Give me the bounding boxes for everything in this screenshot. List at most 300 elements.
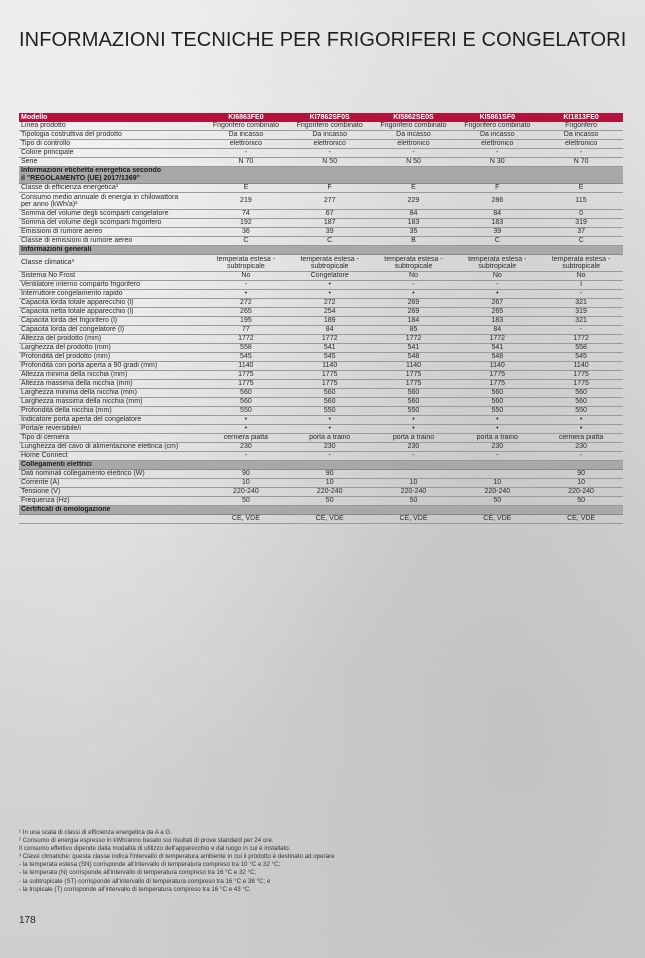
cell-value-line: •: [496, 416, 499, 423]
cell-value-line: porta a traino: [392, 434, 435, 441]
cell-value: [288, 443, 372, 452]
cell-value: [372, 353, 456, 362]
cell-value: [455, 158, 539, 167]
cell-value-line: 220-240: [316, 488, 343, 495]
cell-value-line: 230: [407, 443, 420, 450]
cell-value-line: CE, VDE: [483, 515, 512, 522]
cell-value-line: -: [244, 149, 248, 156]
cell-value-line: elettronico: [481, 140, 514, 147]
cell-value: [204, 184, 288, 193]
cell-value-line: 560: [491, 398, 504, 405]
table-row: [19, 416, 623, 425]
cell-value: [455, 326, 539, 335]
cell-value: [455, 353, 539, 362]
cell-value: [288, 131, 372, 140]
cell-value: [288, 344, 372, 353]
cell-value-line: Frigorifero combinato: [212, 122, 279, 129]
cell-value: [204, 488, 288, 497]
section-row: [19, 167, 623, 184]
cell-value: [204, 272, 288, 281]
row-label-line: Corrente (A): [21, 479, 60, 486]
row-label-line: Larghezza massima della nicchia (mm): [21, 398, 143, 405]
cell-value-line: subtropicale: [227, 263, 265, 270]
cell-value-line: CE, VDE: [315, 515, 344, 522]
table-row: [19, 425, 623, 434]
cell-value: [372, 488, 456, 497]
cell-value: [288, 398, 372, 407]
table-row: [19, 184, 623, 193]
cell-value: [372, 416, 456, 425]
cell-value: [204, 290, 288, 299]
cell-value: [539, 479, 623, 488]
table-row: [19, 344, 623, 353]
cell-value: [372, 272, 456, 281]
cell-value-line: 269: [407, 308, 420, 315]
cell-value: [288, 281, 372, 290]
row-label: [19, 389, 204, 398]
cell-value-line: 254: [323, 308, 336, 315]
section-title: [19, 461, 623, 470]
cell-value-line: C: [494, 237, 500, 244]
cell-value: [204, 210, 288, 219]
cell-value: [204, 308, 288, 317]
cell-value-line: •: [412, 416, 415, 423]
footnote-line: - la subtropicale (ST) corrisponde all'intervallo di temperatura compreso tra 16 °C e 38 °C; e: [19, 877, 271, 885]
cell-value-line: 1775: [489, 371, 506, 378]
cell-value: [372, 308, 456, 317]
cell-value: [204, 317, 288, 326]
section-row: [19, 246, 623, 255]
cell-value-line: -: [412, 149, 415, 156]
cell-value: [372, 219, 456, 228]
cell-value: [455, 184, 539, 193]
cell-value: [204, 425, 288, 434]
table-row: [19, 299, 623, 308]
section-row: [19, 506, 623, 515]
row-label-line: per anno (kWh/a)²: [21, 201, 78, 208]
row-label: [19, 371, 204, 380]
cell-value: [539, 290, 623, 299]
row-label-line: Indicatore porta aperta del congelatore: [21, 416, 142, 423]
cell-value-line: 195: [240, 317, 252, 324]
cell-value: [372, 210, 456, 219]
cell-value-line: -: [328, 452, 331, 459]
cell-value-line: 0: [579, 210, 584, 217]
cell-value: [539, 193, 623, 210]
table-row: [19, 434, 623, 443]
cell-value: [204, 335, 288, 344]
cell-value-line: No: [492, 272, 502, 279]
table-row: [19, 317, 623, 326]
cell-value-line: 1772: [238, 335, 254, 342]
row-label-line: Frequenza (Hz): [21, 497, 70, 504]
cell-value-line: 84: [493, 326, 502, 333]
cell-value-line: Da incasso: [479, 131, 515, 138]
cell-value: [372, 131, 456, 140]
cell-value-line: -: [244, 452, 248, 459]
cell-value: [455, 488, 539, 497]
footnote-line: Il consumo effettivo dipende dalla modalità di utilizzo dell'apparecchio e dal luogo in cui è installato.: [19, 845, 291, 853]
cell-value: [288, 425, 372, 434]
table-row: [19, 380, 623, 389]
cell-value: [288, 317, 372, 326]
cell-value: [539, 488, 623, 497]
row-label-line: Larghezza del prodotto (mm): [21, 344, 111, 351]
table-row: [19, 497, 623, 506]
row-label: [19, 326, 204, 335]
cell-value-line: 67: [325, 210, 334, 217]
cell-value-line: cerniera piatta: [223, 434, 269, 441]
table-row: [19, 398, 623, 407]
cell-value-line: 187: [323, 219, 336, 226]
footnote-line: ¹ In una scala di classi di efficienza energetica da A a G.: [19, 829, 172, 836]
cell-value-line: •: [579, 425, 583, 432]
cell-value: [539, 398, 623, 407]
cell-value-line: No: [576, 272, 586, 279]
cell-value: [372, 299, 456, 308]
cell-value: [372, 122, 456, 131]
cell-value-line: 50: [577, 497, 585, 504]
cell-value: [455, 407, 539, 416]
cell-value: [372, 237, 456, 246]
row-label: [19, 434, 204, 443]
cell-value: [288, 290, 372, 299]
cell-value-line: 545: [240, 353, 252, 360]
cell-value: [288, 122, 372, 131]
row-label: [19, 452, 204, 461]
cell-value: [204, 193, 288, 210]
cell-value: [455, 416, 539, 425]
row-label: [19, 290, 204, 299]
cell-value: [539, 425, 623, 434]
cell-value: [372, 425, 456, 434]
cell-value-line: 84: [409, 210, 418, 217]
header-model: KI6863FE0: [204, 113, 288, 122]
cell-value-line: N 30: [489, 158, 505, 165]
table-row: [19, 470, 623, 479]
cell-value: [539, 237, 623, 246]
row-label: [19, 398, 204, 407]
cell-value-line: 219: [240, 197, 252, 205]
cell-value-line: -: [496, 452, 499, 459]
cell-value-line: 50: [493, 497, 502, 504]
cell-value-line: Da incasso: [312, 131, 348, 138]
cell-value: [204, 326, 288, 335]
cell-value-line: 220-240: [400, 488, 427, 495]
table-row: [19, 131, 623, 140]
cell-value: [539, 353, 623, 362]
row-label-line: Profondità della nicchia (mm): [21, 407, 112, 414]
row-label-line: Classe di emissioni di rumore aereo: [21, 237, 133, 244]
row-label: [19, 228, 204, 237]
table-row: [19, 272, 623, 281]
section-title: [19, 167, 623, 184]
row-label-line: Capacità lorda totale apparecchio (l): [21, 299, 134, 306]
footnote-line: - la tropicale (T) corrisponde all'intervallo di temperatura compreso tra 16 °C e 43 °C.: [19, 885, 252, 893]
cell-value: [539, 158, 623, 167]
cell-value-line: C: [578, 237, 584, 244]
cell-value-line: 230: [575, 443, 587, 450]
cell-value-line: 550: [575, 407, 587, 414]
cell-value-line: Congelatore: [310, 272, 349, 279]
cell-value: [455, 255, 539, 272]
row-label-line: Somma del volume degli scomparti frigorifero: [21, 219, 162, 226]
cell-value-line: No: [241, 272, 251, 279]
cell-value: [204, 281, 288, 290]
cell-value: [455, 371, 539, 380]
section-title-line: Collegamenti elettrici: [21, 461, 92, 468]
cell-value: [539, 140, 623, 149]
cell-value-line: 550: [240, 407, 252, 414]
cell-value-line: 1775: [405, 380, 422, 387]
cell-value: [455, 425, 539, 434]
cell-value-line: 265: [240, 308, 252, 315]
cell-value-line: -: [579, 149, 583, 156]
cell-value: [455, 237, 539, 246]
cell-value-line: No: [409, 272, 418, 279]
cell-value: [288, 488, 372, 497]
cell-value-line: 36: [242, 228, 250, 235]
row-label: [19, 488, 204, 497]
row-label: [19, 219, 204, 228]
row-label: [19, 470, 204, 479]
table-row: [19, 237, 623, 246]
cell-value: [288, 479, 372, 488]
table-body: [19, 122, 623, 524]
cell-value-line: 85: [409, 326, 418, 333]
cell-value: [372, 434, 456, 443]
cell-value-line: temperata estesa -: [300, 255, 359, 263]
cell-value: [539, 122, 623, 131]
cell-value-line: •: [328, 416, 331, 423]
cell-value-line: 560: [575, 398, 587, 405]
row-label-line: Profondità con porta aperta a 90 gradi (mm): [21, 362, 158, 369]
cell-value: [204, 255, 288, 272]
cell-value-line: 560: [240, 398, 252, 405]
cell-value-line: 1140: [489, 362, 505, 369]
row-label: [19, 407, 204, 416]
cell-value: [372, 407, 456, 416]
cell-value: [372, 228, 456, 237]
cell-value: [288, 389, 372, 398]
table-row: [19, 353, 623, 362]
cell-value: [288, 272, 372, 281]
cell-value-line: 272: [323, 299, 336, 306]
row-label-line: Interruttore congelamento rapido: [21, 290, 123, 297]
cell-value-line: •: [328, 425, 331, 432]
row-label: [19, 237, 204, 246]
cell-value: [288, 470, 372, 479]
cell-value-line: CE, VDE: [399, 515, 428, 522]
cell-value: [372, 140, 456, 149]
row-label: [19, 344, 204, 353]
cell-value-line: 10: [325, 479, 334, 486]
page-number: 178: [19, 915, 36, 926]
cell-value-line: F: [495, 184, 500, 191]
cell-value-line: 550: [407, 407, 420, 414]
cell-value: [372, 281, 456, 290]
cell-value: [288, 308, 372, 317]
cell-value: [539, 335, 623, 344]
table-row: [19, 407, 623, 416]
cell-value: [372, 344, 456, 353]
cell-value: [288, 255, 372, 272]
row-label-line: Consumo medio annuale di energia in chilowattora: [21, 193, 179, 201]
cell-value: [204, 299, 288, 308]
cell-value-line: 35: [409, 228, 418, 235]
cell-value: [539, 434, 623, 443]
row-label: [19, 184, 204, 193]
cell-value-line: 1775: [489, 380, 506, 387]
table-row: [19, 255, 623, 272]
cell-value-line: subtropicale: [394, 263, 433, 270]
cell-value: [372, 335, 456, 344]
cell-value-line: 183: [491, 219, 504, 226]
cell-value: [204, 228, 288, 237]
cell-value-line: -: [496, 149, 499, 156]
cell-value: [455, 434, 539, 443]
cell-value: [455, 290, 539, 299]
cell-value-line: Frigorifero combinato: [296, 122, 363, 129]
cell-value: [288, 219, 372, 228]
cell-value: [539, 210, 623, 219]
cell-value-line: 220-240: [568, 488, 594, 495]
cell-value-line: -: [579, 290, 583, 297]
cell-value-line: 220-240: [233, 488, 259, 495]
cell-value-line: 1772: [489, 335, 506, 342]
cell-value-line: temperata estesa -: [468, 255, 527, 263]
cell-value-line: 77: [242, 326, 250, 333]
row-label-line: Somma del volume degli scomparti congelatore: [21, 210, 169, 217]
cell-value-line: Da incasso: [396, 131, 431, 138]
cell-value-line: elettronico: [397, 140, 430, 147]
cell-value: [288, 452, 372, 461]
cell-value: [204, 398, 288, 407]
cell-value-line: CE, VDE: [567, 515, 596, 522]
cell-value-line: -: [244, 281, 248, 288]
table-row: [19, 158, 623, 167]
cell-value: [288, 210, 372, 219]
cell-value: [204, 149, 288, 158]
cell-value: [204, 122, 288, 131]
cell-value: [204, 452, 288, 461]
cell-value-line: Da incasso: [563, 131, 599, 138]
cell-value-line: 90: [325, 470, 334, 477]
cell-value-line: -: [579, 326, 583, 333]
cell-value: [539, 272, 623, 281]
cell-value: [539, 255, 623, 272]
cell-value-line: 321: [575, 299, 587, 306]
table-row: [19, 228, 623, 237]
cell-value-line: 272: [240, 299, 252, 306]
cell-value-line: elettronico: [313, 140, 346, 147]
cell-value-line: 545: [323, 353, 336, 360]
cell-value: [288, 193, 372, 210]
cell-value-line: 541: [407, 344, 420, 351]
cell-value-line: 265: [491, 308, 504, 315]
cell-value: [288, 299, 372, 308]
cell-value-line: 1772: [573, 335, 589, 342]
cell-value-line: elettronico: [564, 140, 598, 147]
cell-value: [204, 416, 288, 425]
cell-value: [455, 344, 539, 353]
cell-value: [539, 131, 623, 140]
cell-value-line: 550: [491, 407, 504, 414]
cell-value: [539, 389, 623, 398]
cell-value-line: 90: [577, 470, 585, 477]
cell-value-line: 39: [325, 228, 334, 235]
cell-value: [288, 158, 372, 167]
cell-value-line: Frigorifero combinato: [464, 122, 531, 129]
table-row: [19, 452, 623, 461]
section-title: [19, 506, 623, 515]
cell-value-line: 1775: [405, 371, 422, 378]
cell-value: [204, 443, 288, 452]
table-row: [19, 149, 623, 158]
row-label-line: Linea prodotto: [21, 122, 66, 129]
row-label-line: Classe climatica³: [21, 259, 74, 267]
cell-value-line: cerniera piatta: [558, 434, 604, 441]
cell-value: [372, 290, 456, 299]
cell-value: [288, 335, 372, 344]
cell-value: [539, 149, 623, 158]
cell-value-line: CE, VDE: [231, 515, 260, 522]
cell-value-line: 1775: [238, 380, 254, 387]
cell-value-line: 220-240: [484, 488, 511, 495]
row-label-line: Altezza minima della nicchia (mm): [21, 371, 128, 378]
header-model-label: Modello: [19, 113, 204, 122]
cell-value: [455, 308, 539, 317]
cell-value: [455, 140, 539, 149]
row-label: [19, 353, 204, 362]
cell-value: [455, 219, 539, 228]
row-label: [19, 193, 204, 210]
cell-value: [372, 452, 456, 461]
cell-value-line: 558: [240, 344, 252, 351]
cell-value-line: 560: [323, 389, 336, 396]
row-label: [19, 515, 204, 524]
cell-value-line: 183: [407, 219, 420, 226]
cell-value: [372, 317, 456, 326]
cell-value: [455, 272, 539, 281]
row-label-line: Profondità del prodotto (mm): [21, 353, 111, 360]
cell-value: [455, 515, 539, 524]
cell-value: [455, 452, 539, 461]
cell-value: [372, 193, 456, 210]
cell-value: [539, 416, 623, 425]
cell-value: [539, 371, 623, 380]
cell-value: [539, 452, 623, 461]
cell-value-line: 230: [323, 443, 336, 450]
row-label: [19, 210, 204, 219]
row-label: [19, 122, 204, 131]
cell-value: [288, 228, 372, 237]
row-label: [19, 425, 204, 434]
header-model: KI7862SF0S: [288, 113, 372, 122]
row-label-line: Larghezza minima della nicchia (mm): [21, 389, 137, 396]
cell-value-line: 74: [242, 210, 250, 217]
footnote-line: - la temperata (N) corrisponde all'intervallo di temperatura compreso tra 16 °C e 32 °C;: [19, 869, 257, 877]
row-label-line: Emissioni di rumore aereo: [21, 228, 103, 235]
section-row: [19, 461, 623, 470]
cell-value: [455, 443, 539, 452]
row-label: [19, 335, 204, 344]
cell-value: [455, 497, 539, 506]
table-row: [19, 140, 623, 149]
cell-value-line: 1140: [405, 362, 422, 369]
section-title-line: Certificati di omologazione: [21, 506, 111, 513]
cell-value: [539, 281, 623, 290]
